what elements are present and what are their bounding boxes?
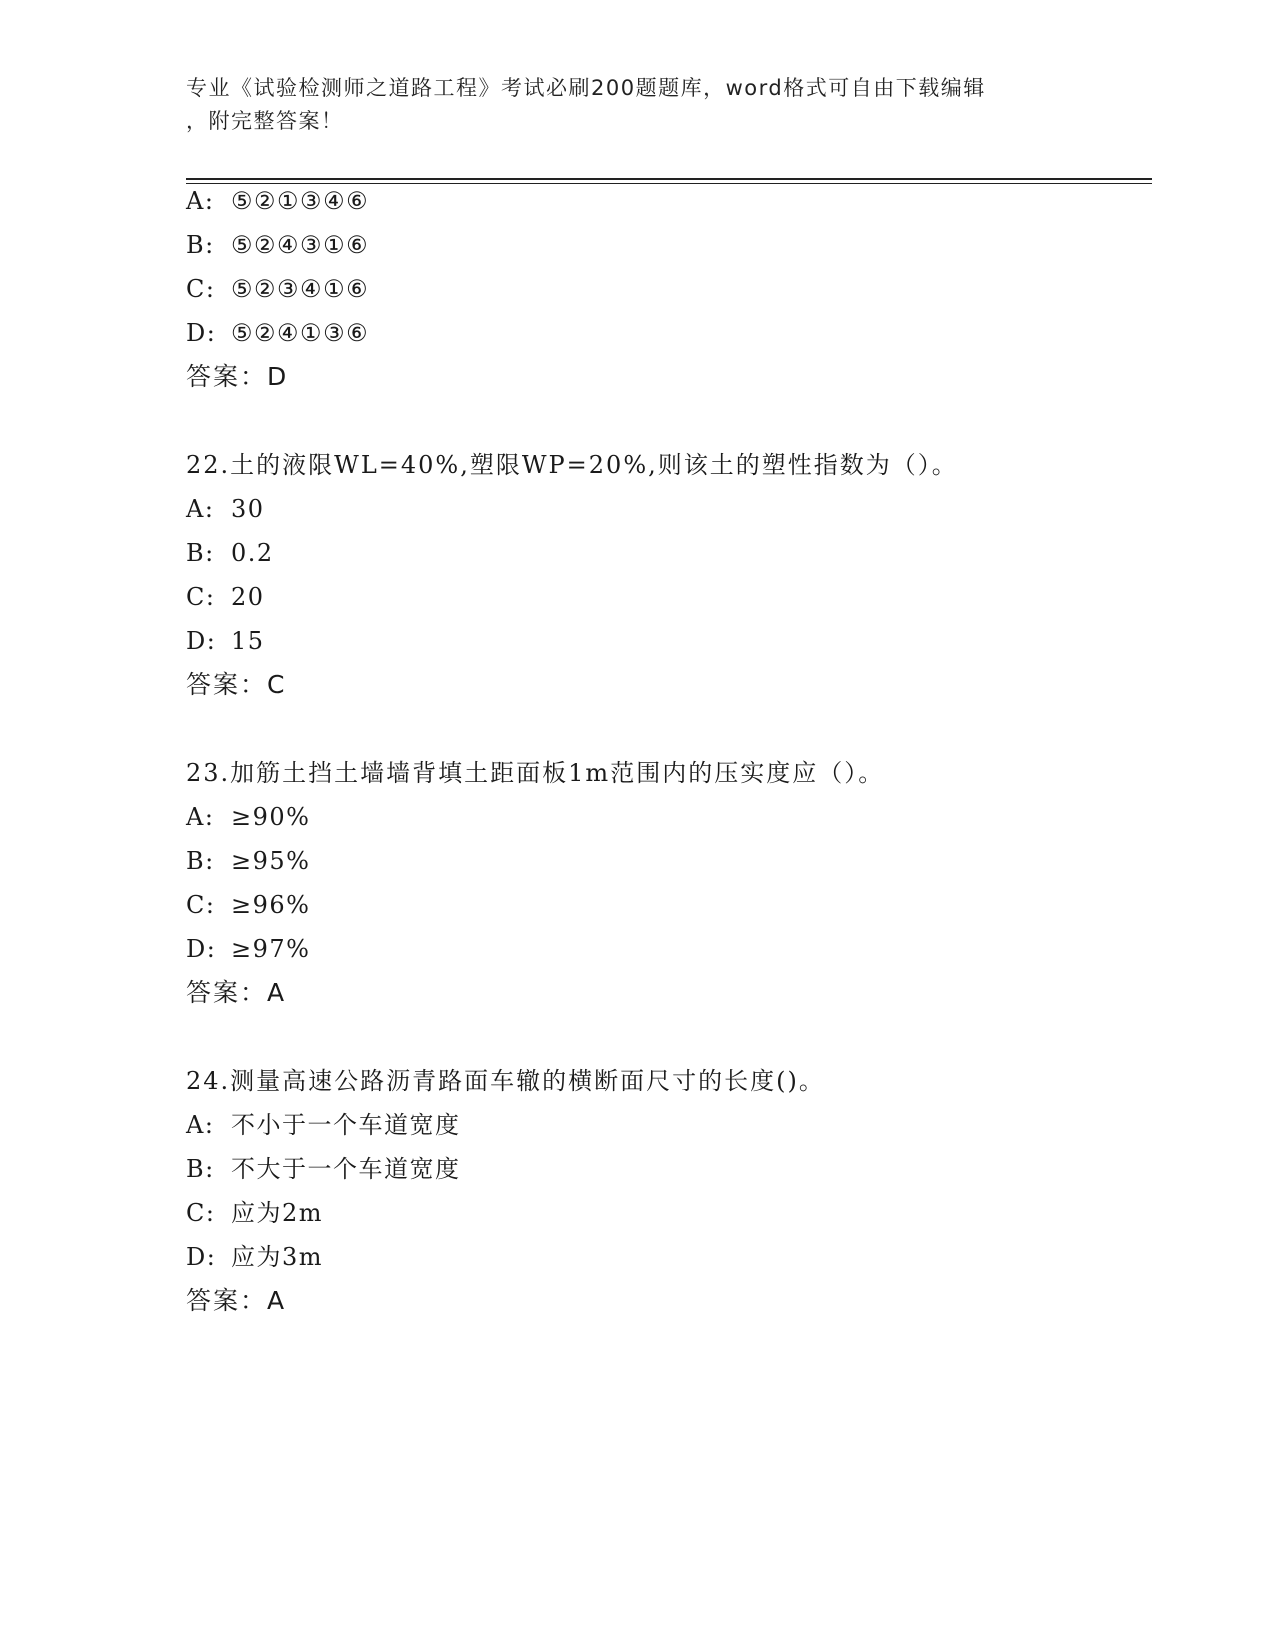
option-text: 应为3m (231, 1243, 324, 1271)
question-text: 23.加筋土挡土墙墙背填土距面板1m范围内的压实度应（）。 (186, 759, 885, 787)
option-text: ≥95% (231, 847, 311, 875)
option-label: A: (186, 495, 215, 523)
question-text: 22.土的液限WL=40%,塑限WP=20%,则该土的塑性指数为（）。 (186, 451, 958, 479)
option-b (186, 230, 369, 260)
option-text: ≥96% (231, 891, 311, 919)
option-text: ⑤②④①③⑥ (231, 319, 370, 347)
option-a (186, 1110, 461, 1140)
answer-text: 答案：A (186, 1286, 287, 1315)
option-label: A: (186, 1111, 215, 1139)
option-c (186, 274, 369, 304)
option-c (186, 582, 265, 612)
question-text: 24.测量高速公路沥青路面车辙的横断面尺寸的长度()。 (186, 1067, 825, 1095)
option-a (186, 494, 265, 524)
option-label: B: (186, 231, 215, 259)
option-c (186, 1198, 323, 1228)
option-d (186, 626, 265, 656)
option-d (186, 934, 310, 964)
option-text: ≥97% (231, 935, 311, 963)
option-label: B: (186, 847, 215, 875)
option-label: C: (186, 275, 216, 303)
header-line-1: 专业《试验检测师之道路工程》考试必刷200题题库，word格式可自由下载编辑 (186, 76, 986, 100)
option-label: D: (186, 627, 217, 655)
option-text: 不大于一个车道宽度 (231, 1155, 461, 1183)
option-label: A: (186, 803, 215, 831)
option-label: D: (186, 1243, 217, 1271)
option-label: C: (186, 891, 216, 919)
answer-text: 答案：D (186, 362, 289, 391)
document-header (186, 72, 1066, 138)
option-label: B: (186, 539, 215, 567)
option-text: 应为2m (231, 1199, 324, 1227)
option-label: D: (186, 319, 217, 347)
header-rule-thin (186, 183, 1152, 184)
option-text: 0.2 (231, 539, 274, 567)
answer-text: 答案：A (186, 978, 287, 1007)
option-label: C: (186, 583, 216, 611)
header-line-2: ，附完整答案！ (186, 109, 344, 133)
option-d (186, 1242, 323, 1272)
option-text: ⑤②①③④⑥ (231, 187, 370, 215)
option-d (186, 318, 369, 348)
option-text: 20 (231, 583, 265, 611)
option-c (186, 890, 310, 920)
option-text: ⑤②④③①⑥ (231, 231, 370, 259)
option-text: ≥90% (231, 803, 311, 831)
option-b (186, 1154, 461, 1184)
option-a (186, 186, 369, 216)
option-text: 30 (231, 495, 265, 523)
option-a (186, 802, 310, 832)
option-text: ⑤②③④①⑥ (231, 275, 370, 303)
option-b (186, 538, 274, 568)
option-text: 不小于一个车道宽度 (231, 1111, 461, 1139)
header-rule-thick (186, 178, 1152, 180)
option-label: A: (186, 187, 215, 215)
option-label: B: (186, 1155, 215, 1183)
answer-text: 答案：C (186, 670, 287, 699)
option-b (186, 846, 310, 876)
option-text: 15 (231, 627, 265, 655)
option-label: D: (186, 935, 217, 963)
option-label: C: (186, 1199, 216, 1227)
